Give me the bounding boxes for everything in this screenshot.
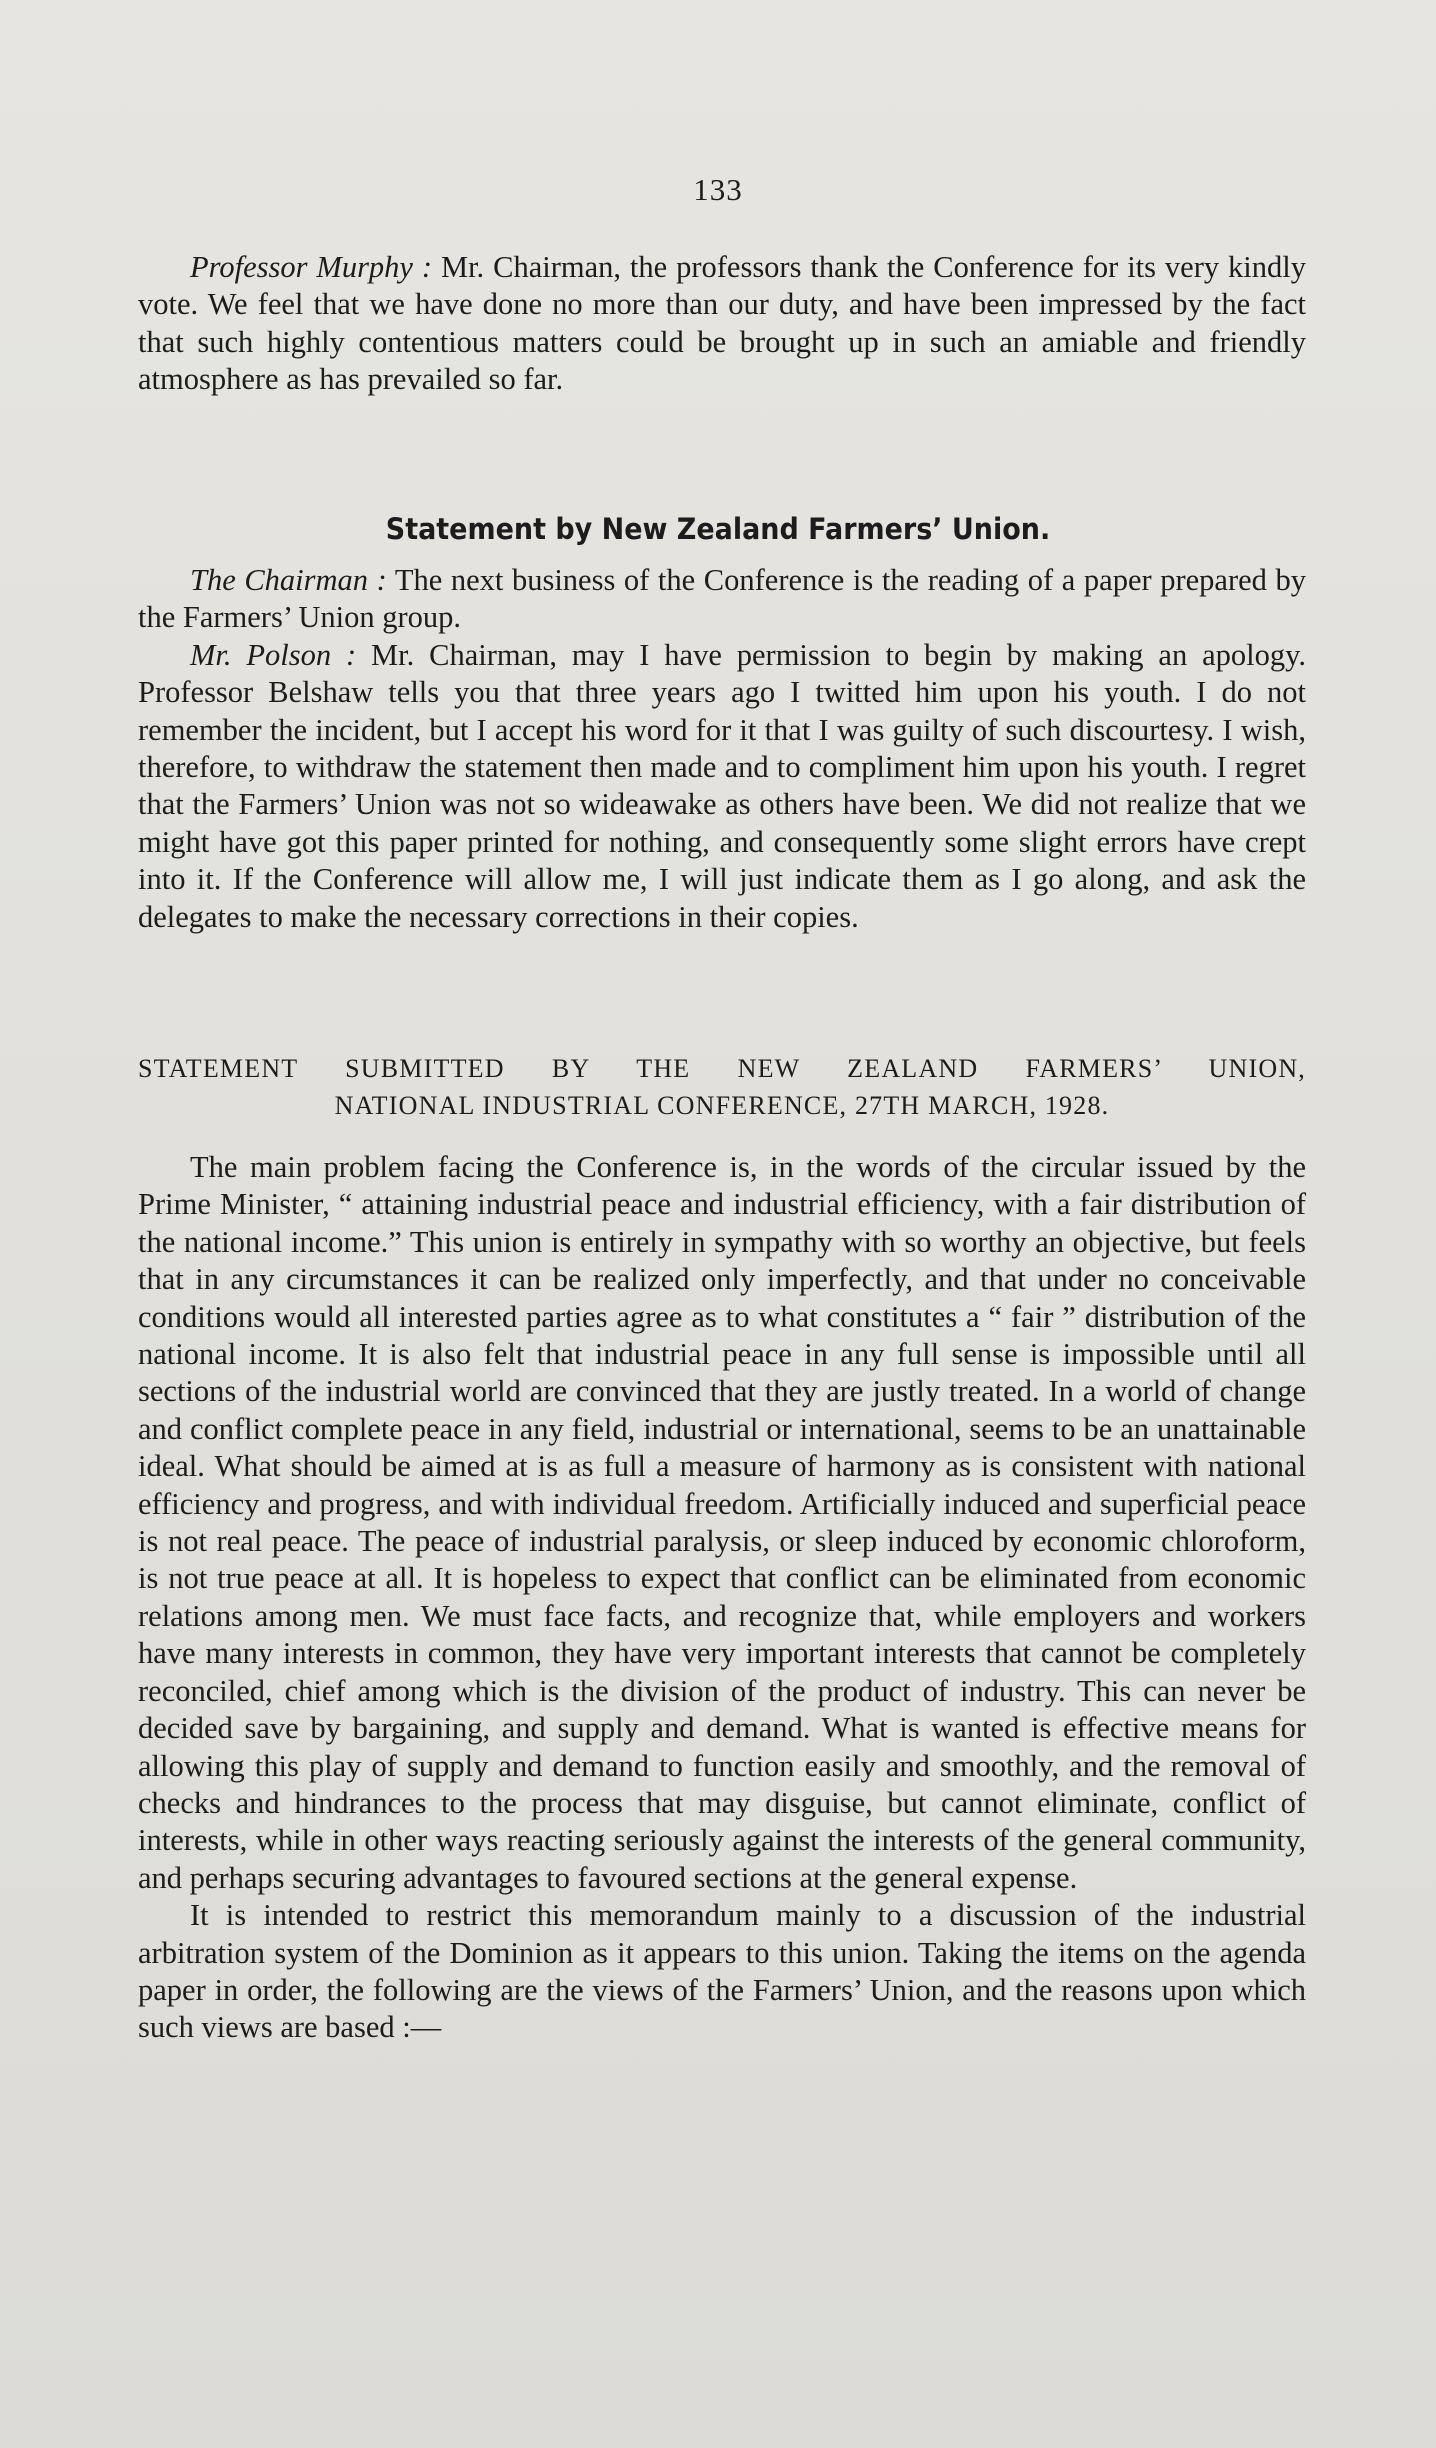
chairman-paragraph — [138, 562, 1306, 637]
body-paragraph: The main problem facing the Conference is, in the words of the circular issued by the Prime Minister, “ attaining industrial peace and industrial efficiency, with a fair distribution of the national income.” This union is entirely in sympathy with so worthy an objective, but feels that in any circumstances it can be realized only imperfectly, and that under no conceivable conditions would all interested parties agree as to what constitutes a “ fair ” distribution of the national income. It is also felt that industrial peace in any full sense is impossible until all sections of the industrial world are convinced that they are justly treated. In a world of change and conflict complete peace in any field, industrial or international, seems to be an unattainable ideal. What should be aimed at is as full a measure of harmony as is consistent with national efficiency and progress, and with individual freedom. Artificially induced and superficial peace is not real peace. The peace of industrial paralysis, or sleep induced by economic chloroform, is not true peace at all. It is hopeless to expect that conflict can be eliminated from economic relations among men. We must face facts, and recognize that, while employers and workers have many interests in common, they have very important interests that cannot be completely reconciled, chief among which is the division of the product of industry. This can never be decided save by bargaining, and supply and demand. What is wanted is effective means for allowing this play of supply and demand to function easily and smoothly, and the removal of checks and hindrances to the process that may disguise, but cannot eliminate, conflict of interests, while in other ways reacting seriously against the interests of the general community, and perhaps securing advantages to favoured sections at the general expense. — [138, 1150, 1306, 1895]
speaker-name: Professor Murphy : — [190, 250, 433, 284]
statement-body — [138, 1149, 1306, 2047]
page-number: 133 — [693, 172, 743, 207]
speech-text: The next business of the Conference is the reading of a paper prepared by the Farmers’ Union group. — [138, 563, 1306, 635]
speaker-name: Mr. Polson : — [190, 637, 357, 672]
statement-title — [138, 1050, 1306, 1124]
statement-title-line-1: STATEMENT SUBMITTED BY THE NEW ZEALAND FARMERS’ UNION, — [138, 1054, 1306, 1083]
polson-paragraph — [138, 637, 1306, 936]
speech-text: Mr. Chairman, the professors thank the Conference for its very kindly vote. We feel that we have done no more than our duty, and have been impressed by the fact that such highly contentious matters could be brought up in such an amiable and friendly atmosphere as has prevailed so far. — [138, 250, 1306, 397]
murphy-remarks — [138, 249, 1306, 399]
chairman-polson-remarks — [138, 562, 1306, 936]
murphy-paragraph — [138, 249, 1306, 399]
speech-text: Mr. Chairman, may I have permission to begin by making an apology. Professor Belshaw tells you that three years ago I twitted him upon his youth. I do not remember the incident, but I accept his word for it that I was guilty of such discourtesy. I wish, therefore, to withdraw the statement then made and to compliment him upon his youth. I regret that the Farmers’ Union was not so wideawake as others have been. We did not realize that we might have got this paper printed for nothing, and consequently some slight errors have crept into it. If the Conference will allow me, I will just indicate them as I go along, and ask the delegates to make the necessary corrections in their copies. — [138, 637, 1306, 934]
body-paragraph: It is intended to restrict this memorandum mainly to a discussion of the industrial arbitration system of the Dominion as it appears to this union. Taking the items on the agenda paper in order, the following are the views of the Farmers’ Union, and the reasons upon which such views are based :— — [138, 1898, 1306, 2045]
section-heading: Statement by New Zealand Farmers’ Union. — [385, 512, 1051, 546]
statement-title-line-2: NATIONAL INDUSTRIAL CONFERENCE, 27TH MARCH, 1928. — [334, 1091, 1110, 1120]
speaker-name: The Chairman : — [190, 563, 387, 597]
